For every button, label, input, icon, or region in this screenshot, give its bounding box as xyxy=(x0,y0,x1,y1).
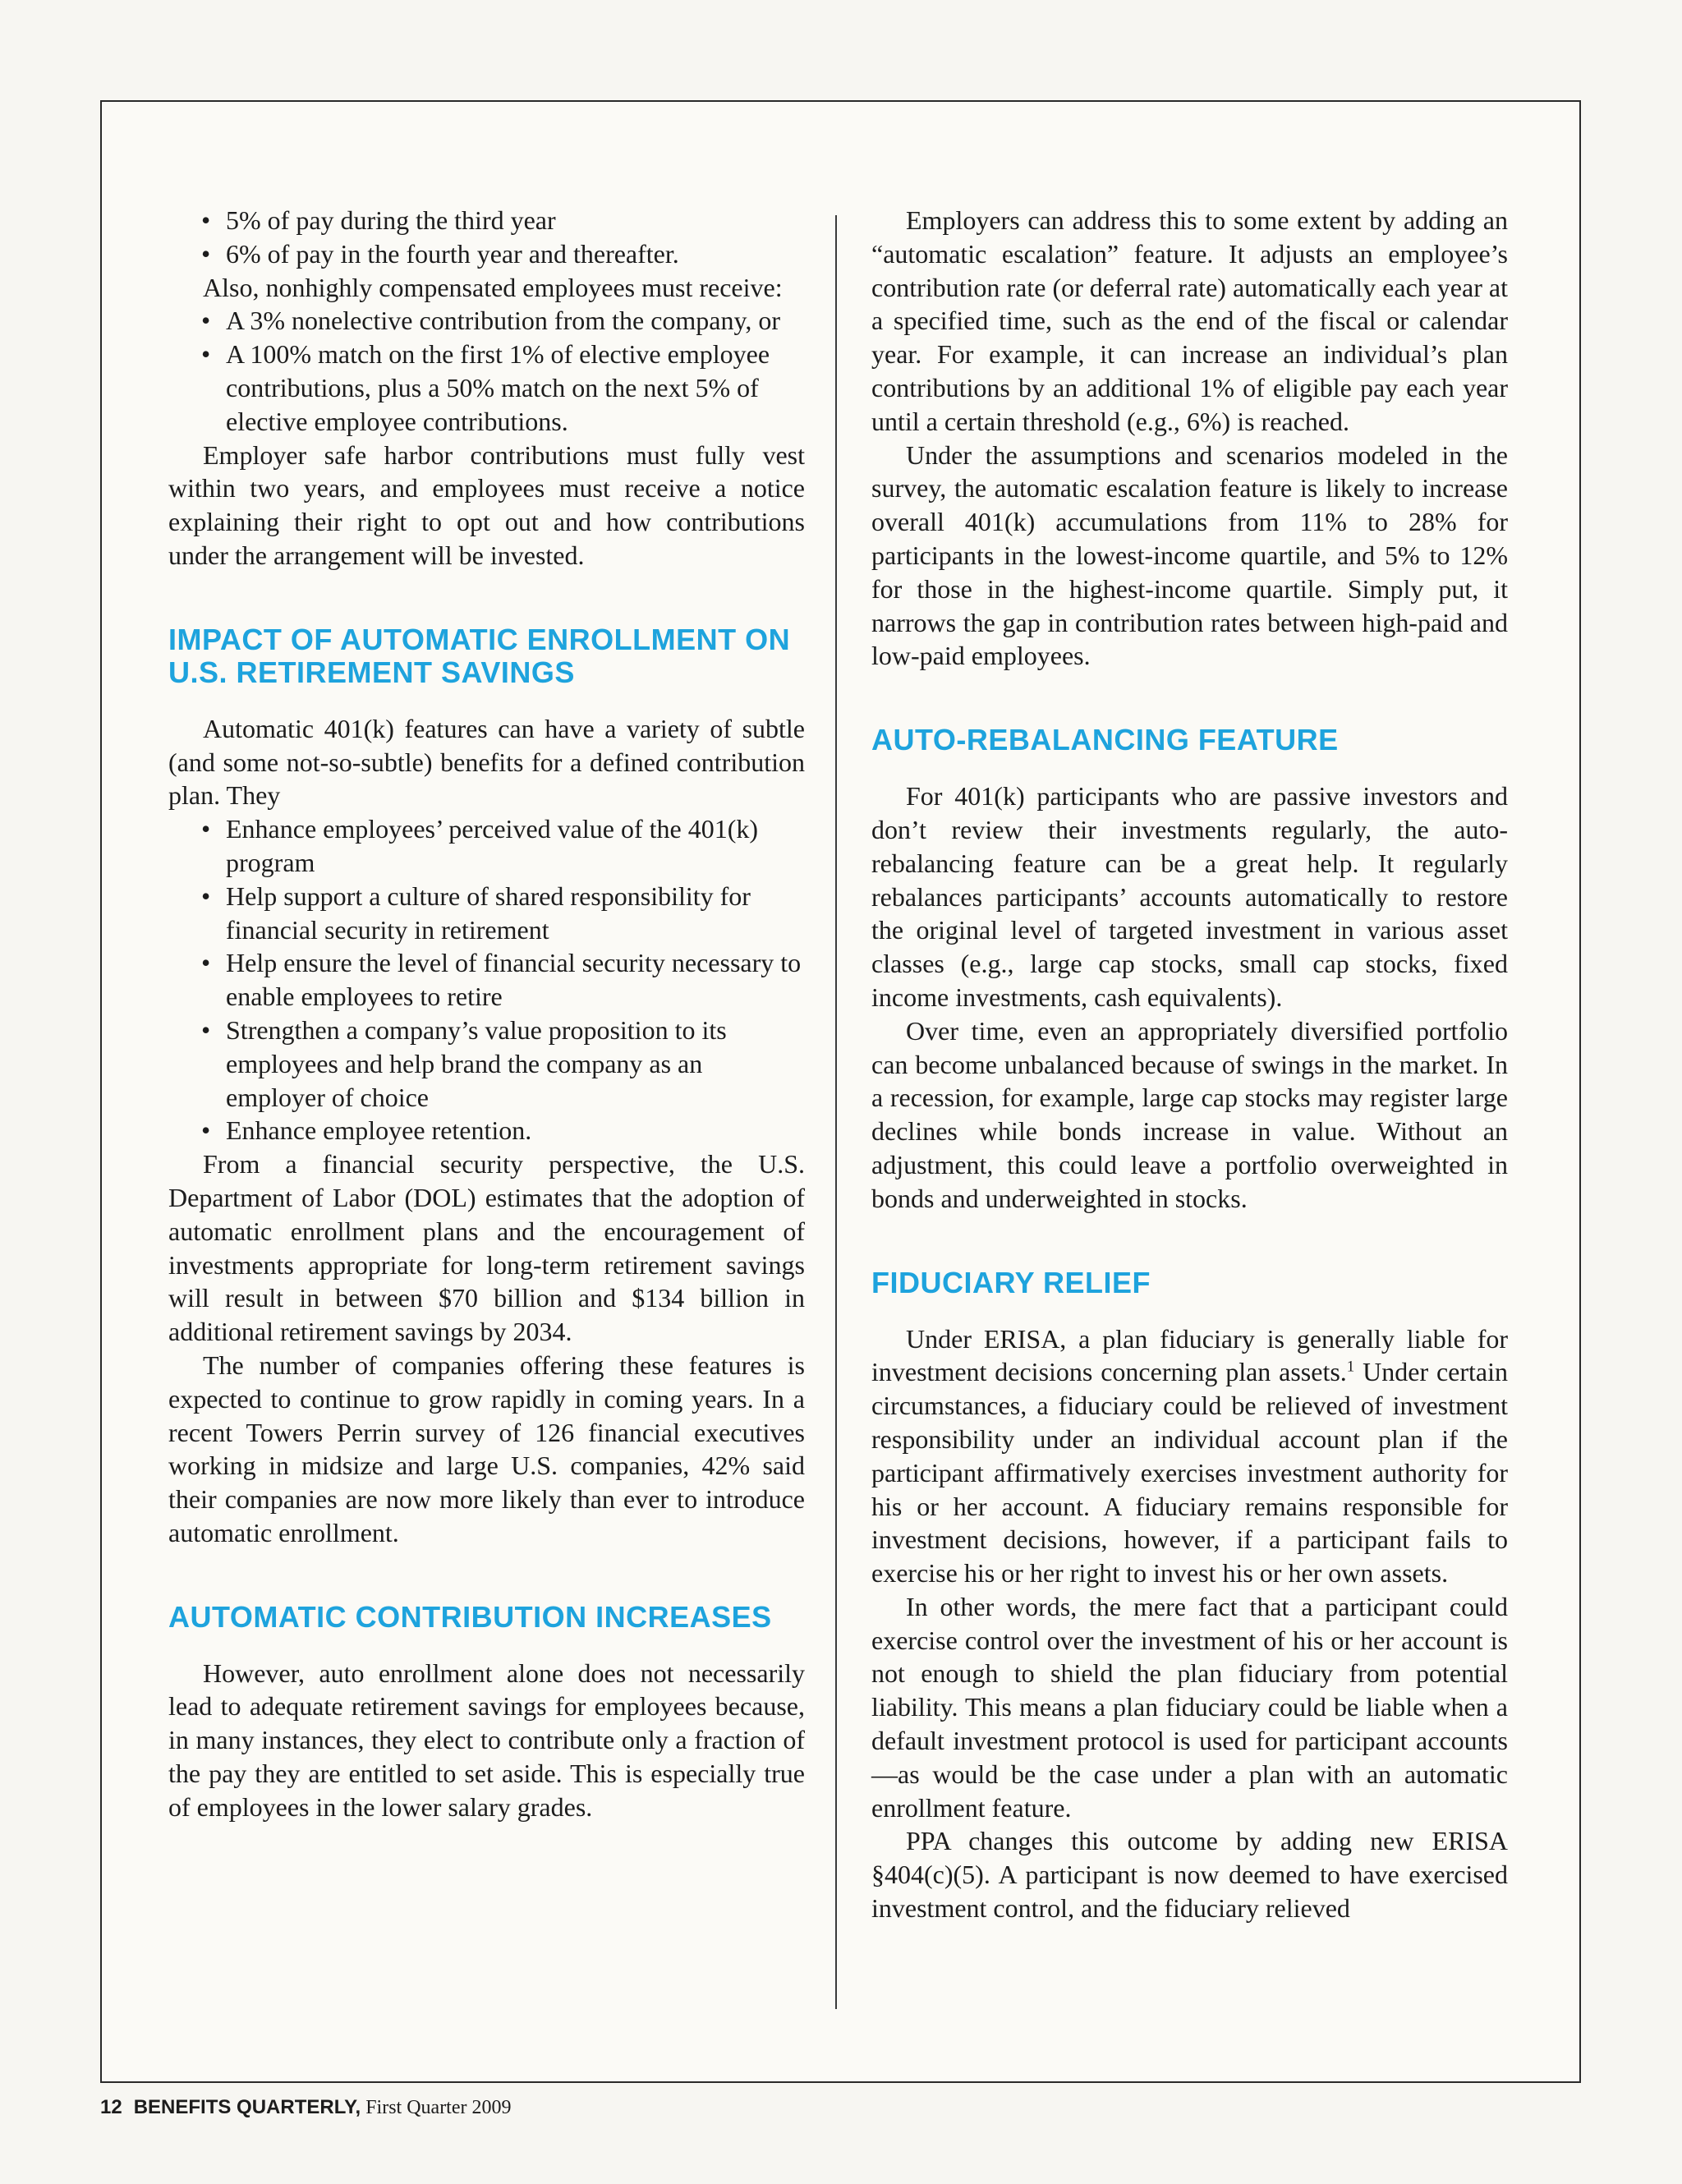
list-item: • 6% of pay in the fourth year and thereafter. xyxy=(201,238,679,269)
page-footer xyxy=(100,2095,512,2120)
paragraph: From a financial security perspective, the U.S. Department of Labor (DOL) estimates that the adoption of automatic enrollment plans and the encouragement of investments appropriate for long-term retirement savings will result in between $70 billion and $134 billion in additional retirement savings by 2034. xyxy=(168,1149,805,1347)
list-item: • Enhance employee retention. xyxy=(201,1115,532,1146)
issue-date: First Quarter 2009 xyxy=(361,2097,512,2118)
list-item: • A 100% match on the first 1% of elective employee contributions, plus a 50% match on the next 5% of elective employee contributions. xyxy=(201,339,770,436)
paragraph: In other words, the mere fact that a participant could exercise control over the investment of his or her account is not enough to shield the plan fiduciary from potential liability. This means a plan fiduciary could be liable when a default investment protocol is used for participant accounts—as would be the case under a plan with an automatic enrollment feature. xyxy=(871,1591,1508,1823)
list-item: • A 3% nonelective contribution from the company, or xyxy=(201,306,781,336)
section-heading-impact: IMPACT OF AUTOMATIC ENROLLMENT ON U.S. RETIREMENT SAVINGS xyxy=(168,622,791,689)
section-heading-auto-rebalancing: AUTO-REBALANCING FEATURE xyxy=(871,723,1339,757)
list-item: • Enhance employees’ perceived value of the 401(k) program xyxy=(201,814,758,877)
paragraph: PPA changes this outcome by adding new ERISA §404(c)(5). A participant is now deemed to have exercised investment control, and the fiduciary relieved xyxy=(871,1826,1508,1924)
list-item: • Help support a culture of shared responsibility for financial security in retirement xyxy=(201,880,751,945)
paragraph: Under ERISA, a plan fiduciary is generally liable for investment decisions concerning plan assets.$^1$ Under certain circumstances, a fiduciary could be relieved of investment responsibility under an individual account plan if the participant affirmatively exercises investment authority for his or her account. A fiduciary remains responsible for investment decisions, however, if a participant fails to exercise his or her right to invest his or her own assets. xyxy=(871,1323,1508,1589)
paragraph: Over time, even an appropriately diversified portfolio can become unbalanced because of swings in the market. In a recession, for example, large cap stocks may register large declines while bonds increase in value. Without an adjustment, this could leave a portfolio overweighted in bonds and underweighted in stocks. xyxy=(871,1015,1508,1213)
list-item: • Strengthen a company’s value proposition to its employees and help brand the company as an employer of choice xyxy=(201,1014,727,1112)
list-item: • 5% of pay during the third year xyxy=(201,205,556,235)
paragraph: Also, nonhighly compensated employees must receive: xyxy=(203,272,783,302)
section-heading-fiduciary-relief: FIDUCIARY RELIEF xyxy=(871,1265,1151,1299)
footnote-ref[interactable]: 1 xyxy=(1346,1358,1355,1376)
benefits-list xyxy=(168,812,805,1147)
list-item: • Help ensure the level of financial security necessary to enable employees to retire xyxy=(201,948,802,1012)
paragraph: For 401(k) participants who are passive investors and don’t review their investments regularly, the auto-rebalancing feature can be a great help. It regularly rebalances participants’ accounts automatically to restore the original level of targeted investment in various asset classes (e.g., large cap stocks, small cap stocks, fixed income investments, cash equivalents). xyxy=(871,781,1508,1012)
receive-list xyxy=(168,304,805,438)
pay-schedule-list xyxy=(168,204,805,271)
paragraph: Employer safe harbor contributions must fully vest within two years, and employees must receive a notice explaining their right to opt out and how contributions under the arrangement will be invested. xyxy=(168,439,805,570)
column-rule xyxy=(835,215,837,2009)
paragraph: Under the assumptions and scenarios modeled in the survey, the automatic escalation feature is likely to increase overall 401(k) accumulations from 11% to 28% for participants in the lowest-income quartile, and 5% to 12% for those in the highest-income quartile. Simply put, it narrows the gap in contribution rates between high-paid and low-paid employees. xyxy=(871,439,1508,671)
paragraph: However, auto enrollment alone does not necessarily lead to adequate retirement savings for employees because, in many instances, they elect to contribute only a fraction of the pay they are entitled to set aside. This is especially true of employees in the lower salary grades. xyxy=(168,1658,805,1822)
paragraph: Employers can address this to some extent by adding an “automatic escalation” feature. It adjusts an employee’s contribution rate (or deferral rate) automatically each year at a specified time, such as the end of the fiscal or calendar year. For example, it can increase an individual’s plan contributions by an additional 1% of eligible pay each year until a certain threshold (e.g., 6%) is reached. xyxy=(871,205,1508,436)
section-heading-contribution-increases: AUTOMATIC CONTRIBUTION INCREASES xyxy=(168,1599,772,1634)
left-column xyxy=(168,204,805,1824)
paragraph: Automatic 401(k) features can have a variety of subtle (and some not-so-subtle) benefits for a defined contribution plan. They xyxy=(168,713,805,811)
right-column xyxy=(871,204,1508,1925)
paragraph: The number of companies offering these features is expected to continue to grow rapidly in coming years. In a recent Towers Perrin survey of 126 financial executives working in midsize and large U.S. companies, 42% said their companies are now more likely than ever to introduce automatic enrollment. xyxy=(168,1349,805,1547)
page-number: 12 xyxy=(100,2096,122,2118)
journal-name: BENEFITS QUARTERLY, xyxy=(133,2096,361,2118)
